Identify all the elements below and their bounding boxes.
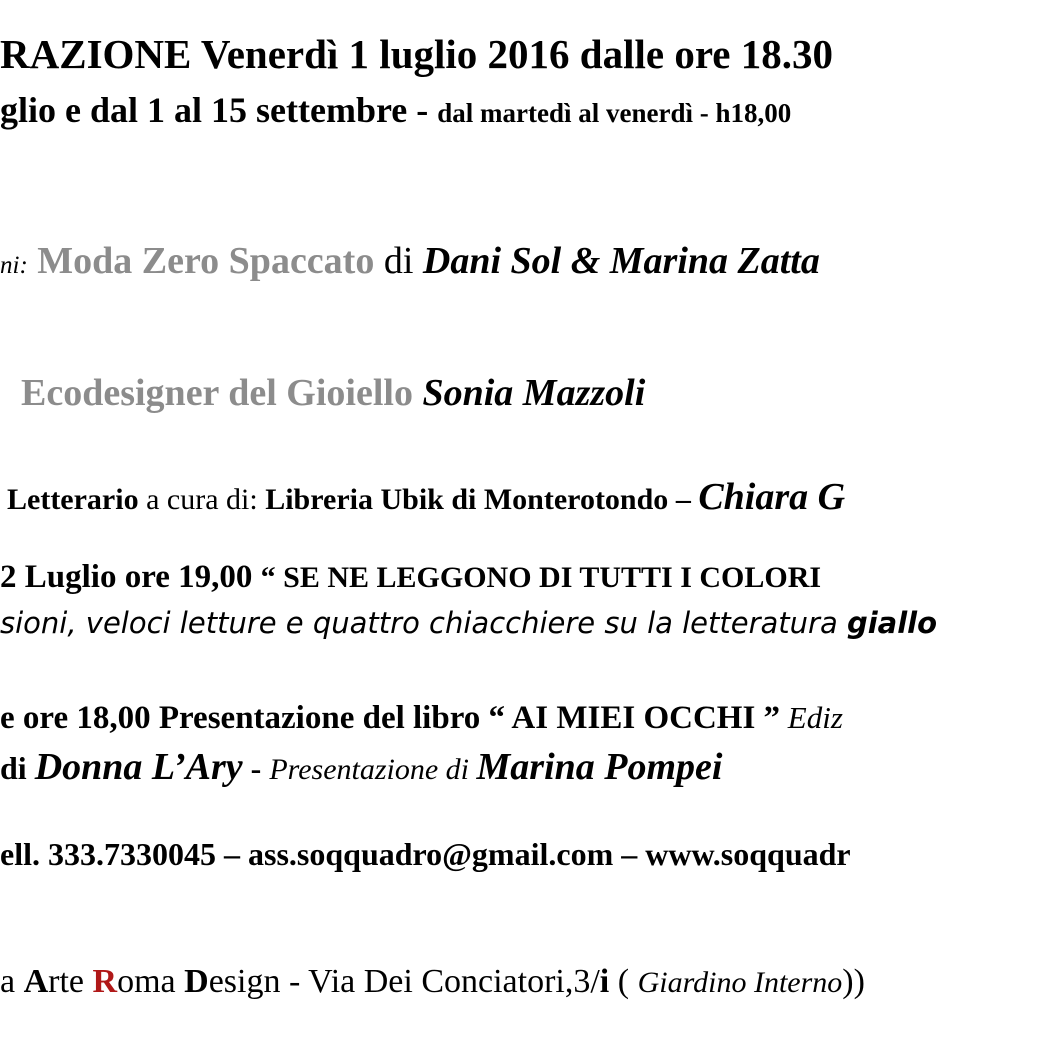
book-presenter-label: Presentazione di <box>269 753 477 786</box>
fashion-exhibit-title: Moda Zero Spaccato <box>27 240 375 282</box>
literary-curator: Chiara G <box>698 476 846 518</box>
schedule-period: glio e dal 1 al 15 settembre - <box>0 90 438 130</box>
fashion-exhibit-authors: Dani Sol & Marina Zatta <box>422 240 820 282</box>
july-event-desc-genre: giallo <box>846 606 938 640</box>
contact-line <box>0 838 851 870</box>
july-event-line <box>0 561 821 594</box>
venue-letter-a: A <box>23 963 49 1000</box>
july-event-desc-text: sioni, veloci letture e quattro chiacchiere su la letteratura <box>0 606 847 640</box>
schedule-line <box>0 92 791 128</box>
literary-curated-by: a cura di: <box>138 483 266 516</box>
book-presentation-text: e ore 18,00 Presentazione del libro “ AI MIEI OCCHI ” <box>0 700 781 736</box>
venue-a: a <box>0 963 24 1000</box>
book-presenter-name: Marina Pompei <box>476 746 723 788</box>
venue-line <box>0 965 865 999</box>
book-presentation-line <box>0 702 843 735</box>
venue-garden: Giardino Interno <box>637 966 843 999</box>
literary-title: Letterario <box>7 483 139 516</box>
july-event-title: “ SE NE LEGGONO DI TUTTI I COLORI <box>260 561 822 594</box>
venue-letter-r: R <box>92 963 118 1000</box>
book-edition: Ediz <box>780 700 843 735</box>
fashion-exhibit-line <box>0 242 820 280</box>
july-event-description <box>0 606 938 640</box>
venue-paren-open: ( <box>609 963 638 1000</box>
fashion-exhibit-label: ni: <box>0 252 28 279</box>
venue-rte: rte <box>48 963 93 1000</box>
book-author-by: di <box>0 750 35 786</box>
schedule-days-hours: dal martedì al venerdì - h18,00 <box>437 98 792 128</box>
book-author-dash: - <box>242 750 270 786</box>
fashion-exhibit-by: di <box>374 240 423 282</box>
book-author-name: Donna L’Ary <box>34 746 243 788</box>
venue-address-i: i <box>599 963 610 1000</box>
jewel-exhibit-line <box>21 374 645 412</box>
jewel-exhibit-author: Sonia Mazzoli <box>412 372 646 414</box>
venue-address: - Via Dei Conciatori,3/ <box>280 963 600 1000</box>
venue-esign: esign <box>208 963 281 1000</box>
book-author-line <box>0 748 722 786</box>
contact-text: ell. 333.7330045 – ass.soqquadro@gmail.com – www.soqquadr <box>0 836 851 872</box>
literary-bookstore: Libreria Ubik di Monterotondo <box>265 483 669 516</box>
opening-date-line <box>0 31 833 77</box>
opening-date-text: RAZIONE Venerdì 1 luglio 2016 dalle ore 18.30 <box>0 31 833 77</box>
july-event-date: 2 Luglio ore 19,00 <box>0 559 261 595</box>
jewel-exhibit-title: Ecodesigner del Gioiello <box>21 372 413 414</box>
venue-paren-close: )) <box>842 963 865 1000</box>
literary-line <box>7 478 845 516</box>
literary-dash: – <box>668 483 699 516</box>
venue-letter-d: D <box>184 963 209 1000</box>
venue-oma: oma <box>117 963 185 1000</box>
